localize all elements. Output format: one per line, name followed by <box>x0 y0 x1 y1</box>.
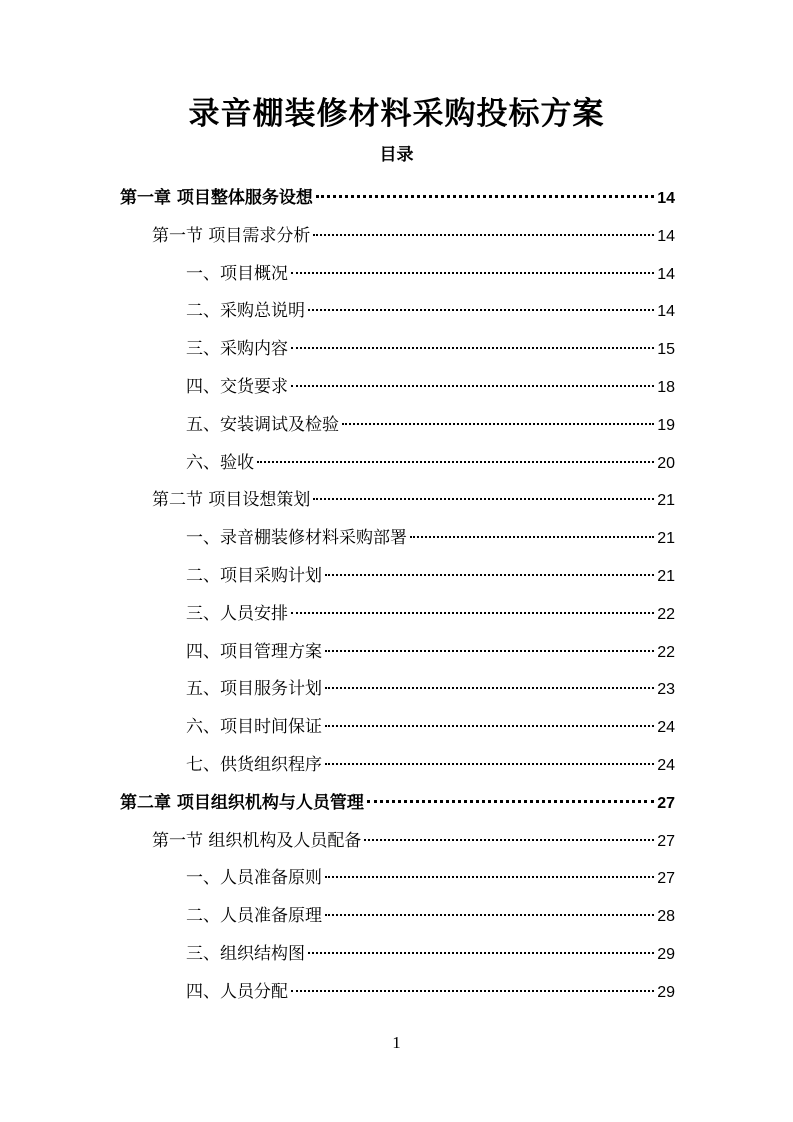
toc-dot-leader <box>291 347 654 349</box>
toc-subsection-entry[interactable] <box>0 520 793 558</box>
toc-dot-leader <box>291 272 654 274</box>
toc-dot-leader <box>308 952 654 954</box>
toc-subsection-entry[interactable] <box>0 256 793 294</box>
toc-entry-page: 29 <box>657 945 675 963</box>
toc-entry-page: 19 <box>657 416 675 434</box>
toc-subsection-entry[interactable] <box>0 596 793 634</box>
toc-dot-leader <box>308 309 654 311</box>
toc-entry-page: 29 <box>657 983 675 1001</box>
toc-section-entry[interactable] <box>0 482 793 520</box>
toc-entry-label: 第二章 项目组织机构与人员管理 <box>120 792 364 813</box>
toc-chapter-entry[interactable] <box>0 785 793 823</box>
toc-dot-leader <box>291 385 654 387</box>
toc-entry-page: 22 <box>657 643 675 661</box>
toc-dot-leader <box>325 763 654 765</box>
toc-subsection-entry[interactable] <box>0 747 793 785</box>
toc-subsection-entry[interactable] <box>0 445 793 483</box>
toc-dot-leader <box>316 195 654 198</box>
toc-dot-leader <box>325 914 654 916</box>
toc-entry-label: 一、人员准备原则 <box>186 868 322 889</box>
toc-dot-leader <box>325 687 654 689</box>
toc-entry-page: 24 <box>657 719 675 737</box>
toc-dot-leader <box>291 990 654 992</box>
document-title: 录音棚装修材料采购投标方案 <box>188 96 605 132</box>
toc-entry-label: 二、采购总说明 <box>186 301 305 322</box>
toc-entry-page: 28 <box>657 908 675 926</box>
toc-entry-label: 六、项目时间保证 <box>186 717 322 738</box>
toc-entry-page: 18 <box>657 378 675 396</box>
toc-entry-page: 14 <box>657 227 675 245</box>
toc-entry-label: 第二节 项目设想策划 <box>152 490 311 511</box>
toc-dot-leader <box>313 234 654 236</box>
toc-dot-leader <box>325 574 654 576</box>
toc-entry-label: 一、录音棚装修材料采购部署 <box>186 528 407 549</box>
toc-entry-label: 二、人员准备原理 <box>186 906 322 927</box>
toc-entry-label: 五、安装调试及检验 <box>186 414 339 435</box>
toc-subsection-entry[interactable] <box>0 709 793 747</box>
toc-dot-leader <box>364 839 654 841</box>
toc-dot-leader <box>257 461 654 463</box>
toc-subsection-entry[interactable] <box>0 860 793 898</box>
toc-entry-page: 27 <box>657 870 675 888</box>
toc-entry-label: 第一章 项目整体服务设想 <box>120 188 313 208</box>
table-of-contents <box>0 180 793 1012</box>
toc-dot-leader <box>367 800 654 803</box>
toc-subsection-entry[interactable] <box>0 369 793 407</box>
toc-subsection-entry[interactable] <box>0 671 793 709</box>
toc-dot-leader <box>342 423 654 425</box>
toc-entry-label: 七、供货组织程序 <box>186 754 322 775</box>
toc-entry-label: 六、验收 <box>186 452 254 473</box>
toc-dot-leader <box>325 725 654 727</box>
toc-dot-leader <box>291 612 654 614</box>
toc-entry-page: 15 <box>657 341 675 359</box>
toc-section-entry[interactable] <box>0 823 793 861</box>
toc-subsection-entry[interactable] <box>0 558 793 596</box>
toc-section-entry[interactable] <box>0 218 793 256</box>
toc-subsection-entry[interactable] <box>0 293 793 331</box>
toc-dot-leader <box>313 498 654 500</box>
toc-subsection-entry[interactable] <box>0 974 793 1012</box>
toc-entry-label: 第一节 组织机构及人员配备 <box>152 830 362 851</box>
toc-entry-label: 四、人员分配 <box>186 981 288 1002</box>
toc-entry-label: 第一节 项目需求分析 <box>152 225 311 246</box>
toc-entry-label: 三、采购内容 <box>186 339 288 360</box>
toc-dot-leader <box>325 876 654 878</box>
toc-entry-page: 27 <box>657 832 675 850</box>
toc-entry-label: 三、组织结构图 <box>186 943 305 964</box>
toc-chapter-entry[interactable] <box>0 180 793 218</box>
toc-dot-leader <box>325 650 654 652</box>
toc-heading: 目录 <box>379 145 414 165</box>
toc-subsection-entry[interactable] <box>0 898 793 936</box>
toc-subsection-entry[interactable] <box>0 407 793 445</box>
toc-entry-label: 三、人员安排 <box>186 603 288 624</box>
toc-entry-page: 21 <box>657 530 675 548</box>
toc-entry-label: 二、项目采购计划 <box>186 565 322 586</box>
toc-entry-page: 14 <box>657 190 675 207</box>
toc-entry-page: 22 <box>657 605 675 623</box>
toc-entry-page: 21 <box>657 567 675 585</box>
toc-entry-page: 27 <box>657 794 675 812</box>
toc-entry-page: 20 <box>657 454 675 472</box>
toc-subsection-entry[interactable] <box>0 634 793 672</box>
toc-subsection-entry[interactable] <box>0 331 793 369</box>
toc-entry-label: 四、项目管理方案 <box>186 641 322 662</box>
toc-entry-page: 24 <box>657 756 675 774</box>
toc-entry-label: 五、项目服务计划 <box>186 679 322 700</box>
toc-entry-label: 四、交货要求 <box>186 376 288 397</box>
toc-subsection-entry[interactable] <box>0 936 793 974</box>
toc-dot-leader <box>410 536 654 538</box>
toc-entry-page: 14 <box>657 265 675 283</box>
toc-entry-page: 14 <box>657 303 675 321</box>
toc-entry-page: 21 <box>657 492 675 510</box>
page-number: 1 <box>392 1033 401 1052</box>
toc-entry-page: 23 <box>657 681 675 699</box>
toc-entry-label: 一、项目概况 <box>186 263 288 284</box>
